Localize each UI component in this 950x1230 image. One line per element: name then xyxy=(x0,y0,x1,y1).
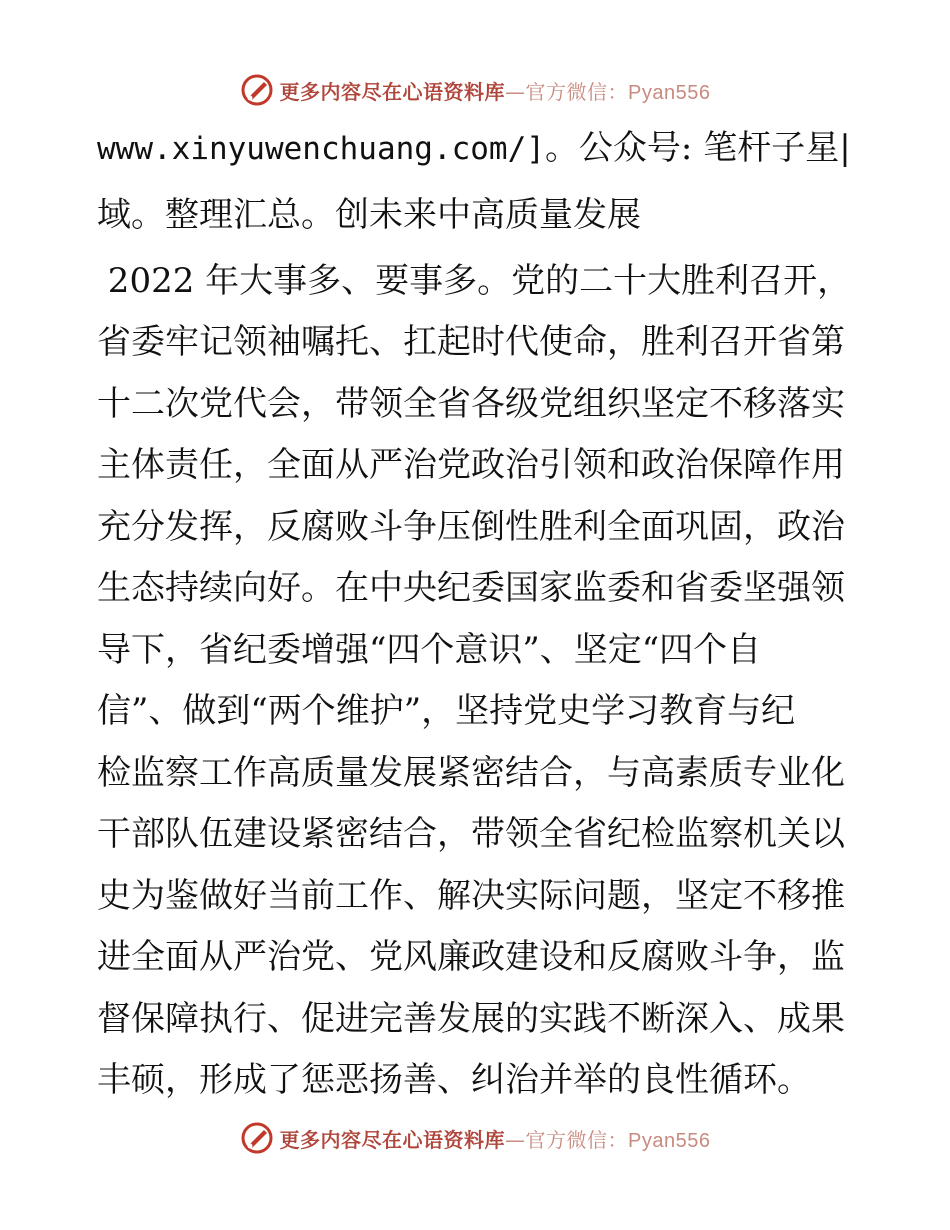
banner-site-text: 更多内容尽在心语资料库 xyxy=(279,1127,506,1152)
banner-site-text: 更多内容尽在心语资料库 xyxy=(279,79,506,104)
intro-url: www.xinyuwenchuang.com/] xyxy=(97,131,545,167)
paragraph-line: 导下，省纪委增强“四个意识”、坚定“四个自 xyxy=(97,629,762,670)
paragraph-line: 检监察工作高质量发展紧密结合，与高素质专业化 xyxy=(97,752,845,793)
pen-logo-icon xyxy=(240,1121,274,1155)
paragraph-line: 充分发挥，反腐败斗争压倒性胜利全面巩固，政治 xyxy=(97,506,845,547)
paragraph-line: 史为鉴做好当前工作、解决实际问题，坚定不移推 xyxy=(97,875,845,916)
paragraph-line: 信”、做到“两个维护”，坚持党史学习教育与纪 xyxy=(97,691,796,731)
pen-logo-icon xyxy=(240,73,274,107)
banner-text xyxy=(280,76,711,105)
header-watermark-banner xyxy=(0,70,950,110)
paragraph-line: 十二次党代会，带领全省各级党组织坚定不移落实 xyxy=(97,383,845,424)
paragraph-line: 干部队伍建设紧密结合，带领全省纪检监察机关以 xyxy=(97,814,845,854)
intro-rest: 。公众号: 笔杆子星| xyxy=(544,128,851,168)
footer-watermark-banner xyxy=(0,1118,950,1158)
intro-line-1 xyxy=(97,118,857,180)
intro-line-2: 域。整理汇总。创未来中高质量发展 xyxy=(97,194,641,235)
paragraph-line: 省委牢记领袖嘱托、扛起时代使命，胜利召开省第 xyxy=(97,322,845,362)
banner-wechat-label: —官方微信： xyxy=(505,1127,629,1152)
paragraph-line: 主体责任，全面从严治党政治引领和政治保障作用 xyxy=(97,445,845,485)
banner-wechat-id: Pyan556 xyxy=(628,81,711,104)
paragraph-line: 进全面从严治党、党风廉政建设和反腐败斗争，监 xyxy=(97,937,845,977)
paragraph-line: 督保障执行、促进完善发展的实践不断深入、成果 xyxy=(97,998,845,1039)
paragraph-line: 2022 年大事多、要事多。党的二十大胜利召开， xyxy=(97,260,852,301)
paragraph-line: 丰硕，形成了惩恶扬善、纠治并举的良性循环。 xyxy=(97,1060,811,1100)
banner-wechat-id: Pyan556 xyxy=(628,1129,711,1152)
banner-wechat-label: —官方微信： xyxy=(505,79,629,104)
banner-text xyxy=(280,1124,711,1153)
paragraph-line: 生态持续向好。在中央纪委国家监委和省委坚强领 xyxy=(97,568,845,608)
document-body xyxy=(97,118,857,1112)
